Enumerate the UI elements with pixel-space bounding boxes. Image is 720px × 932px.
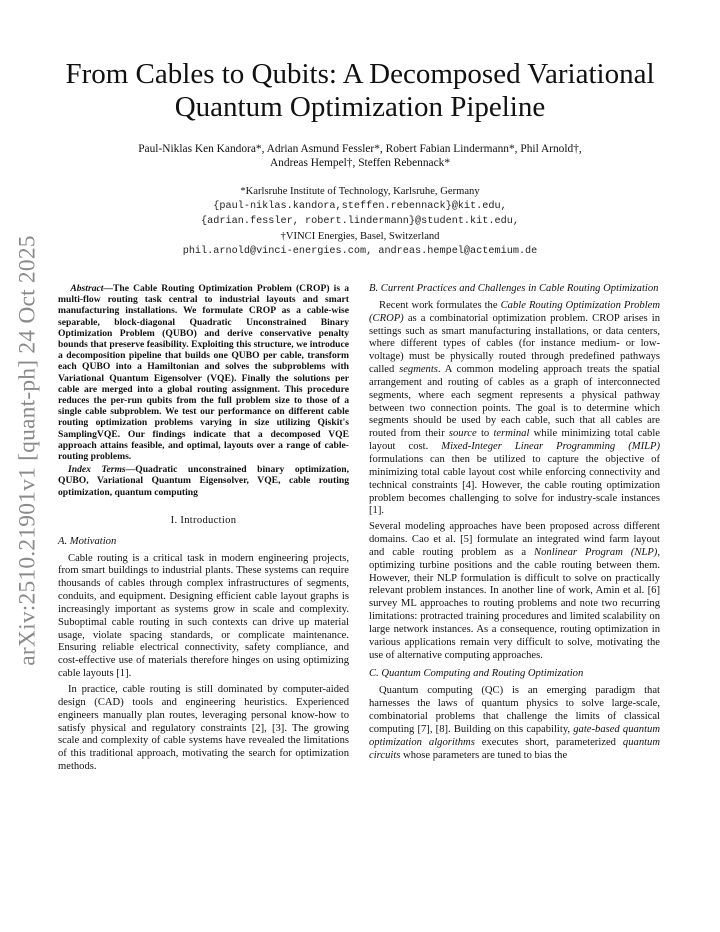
email-vinci: phil.arnold@vinci-energies.com, andreas.hempel@actemium.de [182, 246, 538, 257]
authors-line-2: Andreas Hempel†, Steffen Rebennack* [269, 157, 451, 169]
abstract-text: —The Cable Routing Optimization Problem (CROP) is a multi-flow routing task central to industrial layouts and smart manufacturing installations. We formulate CROP as a cable-wise separable, block-diagonal Quadratic Unconstrained Binary Optimization Problem (QUBO) and derive conservative penalty bounds that preserve feasibility. Exploiting this structure, we introduce a decomposition pipeline that builds one QUBO per cable, transform each QUBO into a Hamiltonian and solves the subproblems with Variational Quantum Eigensolver (VQE). Finally the solutions per cable are merged into a global routing assignment. This procedure reduces the per-run qubits from the full problem size to those of a single cable subproblem. We test our performance on different cable routing optimization problems varying in size utilizing Qiskit's SamplingVQE. Our findings indicate that a decomposed VQE approach attains feasible, and optimal, layouts over a range of cable-routing problems. [58, 283, 349, 463]
author-list [70, 142, 650, 170]
index-terms-label: Index Terms [68, 464, 126, 476]
index-terms [58, 464, 349, 498]
current-practices-paragraph-1: Recent work formulates the Cable Routing Optimization Problem (CROP) as a combinatorial optimization problem. CROP arises in settings such as smart manufacturing installations, or data centers, where different types of cables (for instance medium- or low-voltage) must be physically routed through predefined pathways called segments. A common modeling approach treats the spatial arrangement and routing of cables as a graph of interconnected segments, where each segment represents a physical pathway between two connection points. The goal is to determine which segments should be used by each cable, such that all cables are routed from their source to terminal while minimizing total cable layout cost. Mixed-Integer Linear Programming (MILP) formulations can then be utilized to capture the objective of minimizing total cable layout cost while enforcing connectivity and technical constraints [4]. However, the cable routing optimization problem becomes challenging to solve for industry-scale instances [1]. [369, 299, 661, 517]
affiliations [100, 184, 620, 259]
motivation-paragraph-1: Cable routing is a critical task in modern engineering projects, from smart buildings to industrial plants. These systems can require thousands of cables through complex infrastructures of segments, conduits, and equipment. Designing efficient cable layout graphs is increasingly important as systems grow in scale and complexity. Suboptimal cable routing in such contexts can drive up material usage, violate spacing standards, or complicate maintenance. Ensuring reliable electrical connectivity, safety compliance, and cost-effective use of materials therefore hinges on using optimizing cable layouts [1]. [58, 552, 349, 680]
right-column [369, 283, 660, 762]
paper-title: From Cables to Qubits: A Decomposed Variational Quantum Optimization Pipeline [65, 58, 655, 123]
subsection-heading-motivation: A. Motivation [58, 535, 117, 547]
authors-line-1: Paul-Niklas Ken Kandora*, Adrian Asmund Fessler*, Robert Fabian Lindermann*, Phil Arnold†, [138, 143, 582, 155]
quantum-computing-paragraph-1: Quantum computing (QC) is an emerging paradigm that harnesses the laws of quantum physics to solve large-scale, combinatorial problems that challenge the limits of classical computing [7], [8]. Building on this capability, gate-based quantum optimization algorithms executes short, parameterized quantum circuits whose parameters are tuned to bias the [369, 685, 660, 761]
motivation-paragraph-2: In practice, cable routing is still dominated by computer-aided design (CAD) tools and engineering heuristics. Experienced engineers manually plan routes, leveraging personal know-how to satisfy physical and regulatory constraints [2], [3]. The growing scale and complexity of cable systems have revealed the limitations of this traditional approach, motivating the search for optimization methods. [58, 683, 349, 773]
subsection-heading-quantum-computing: C. Quantum Computing and Routing Optimization [369, 668, 584, 680]
arxiv-identifier-stamp [10, 234, 46, 666]
abstract [58, 283, 349, 462]
left-column [58, 283, 349, 774]
email-kit-2: {adrian.fessler, robert.lindermann}@student.kit.edu, [201, 216, 519, 227]
index-terms-text: —Quadratic unconstrained binary optimization, QUBO, Variational Quantum Eigensolver, VQE, cable routing optimization, quantum computing [58, 464, 349, 498]
affiliation-kit: *Karlsruhe Institute of Technology, Karlsruhe, Germany [240, 186, 480, 197]
subsection-heading-current-practices: B. Current Practices and Challenges in Cable Routing Optimization [369, 283, 659, 294]
arxiv-id-text: arXiv:2510.21901v1 [quant-ph] 24 Oct 2025 [14, 234, 41, 666]
current-practices-paragraph-2: Several modeling approaches have been proposed across different domains. Cao et al. [5] formulate an integrated wind farm layout and cable routing problem as a Nonlinear Program (NLP), optimizing turbine positions and the cable routing between them. However, their NLP formulation is difficult to solve on practically relevant problem instances. In another line of work, Amin et al. [6] survey ML approaches to routing problems and note two recurring limitations: protracted training procedures and limited scalability on large network instances. As a consequence, routing optimization in various applications remain very difficult to solve, motivating the use of alternative computing approaches. [369, 521, 660, 661]
affiliation-vinci: †VINCI Energies, Basel, Switzerland [280, 231, 440, 242]
abstract-label: Abstract [70, 283, 104, 294]
section-heading-introduction: I. Introduction [170, 514, 237, 526]
email-kit-1: {paul-niklas.kandora,steffen.rebennack}@kit.edu, [213, 201, 507, 212]
